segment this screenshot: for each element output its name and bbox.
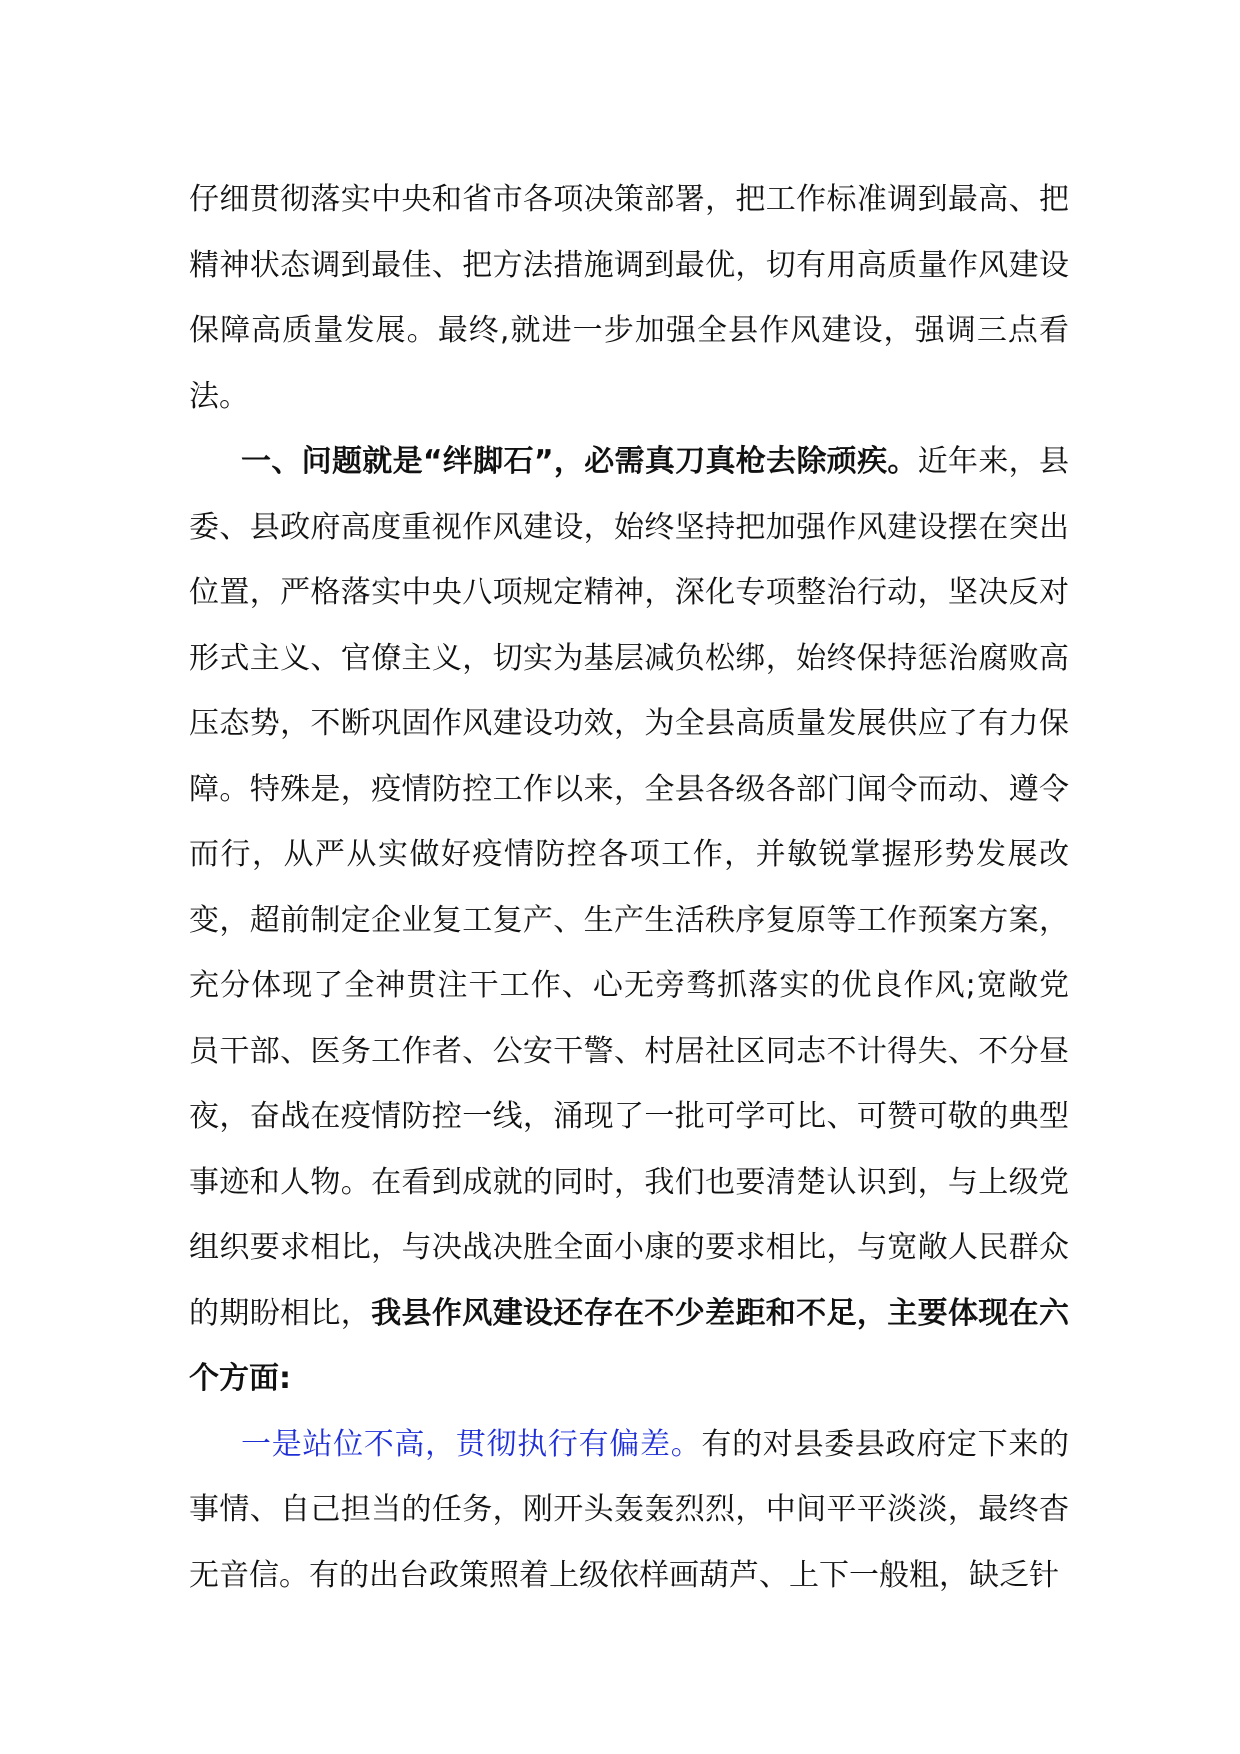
section-heading: 一、问题就是“绊脚石”，必需真刀真枪去除顽疾。 — [241, 444, 918, 479]
point-one-body: 有的对县委县政府定下来的事情、自己担当的任务，刚开头轰轰烈烈，中间平平淡淡，最终杳无音信。有的出台政策照着上级依样画葫芦、上下一般粗，缺乏针 — [189, 1426, 1070, 1593]
point-one-highlight: 一是站位不高，贯彻执行有偏差。 — [241, 1426, 702, 1462]
paragraph-point-one — [189, 1412, 1069, 1609]
section-emphasis: 我县作风建设还存在不少差距和不足，主要体现在六个方面: — [189, 1295, 1070, 1396]
paragraph-continuation: 仔细贯彻落实中央和省市各项决策部署，把工作标准调到最高、把精神状态调到最佳、把方法措施调到最优，切有用高质量作风建设保障高质量发展。最终,就进一步加强全县作风建设，强调三点看法。 — [189, 182, 1069, 414]
section-body: 近年来，县委、县政府高度重视作风建设，始终坚持把加强作风建设摆在突出位置，严格落实中央八项规定精神，深化专项整治行动，坚决反对形式主义、官僚主义，切实为基层减负松绑，始终保持惩治腐败高压态势，不断巩固作风建设功效，为全县高质量发展供应了有力保障。特殊是，疫情防控工作以来，全县各级各部门闻令而动、遵令而行，从严从实做好疫情防控各项工作，并敏锐掌握形势发展改变，超前制定企业复工复产、生产生活秩序复原等工作预案方案，充分体现了全神贯注干工作、心无旁骛抓落实的优良作风;宽敞党员干部、医务工作者、公安干警、村居社区同志不计得失、不分昼夜，奋战在疫情防控一线，涌现了一批可学可比、可赞可敬的典型事迹和人物。在看到成就的同时，我们也要清楚认识到，与上级党组织要求相比，与决战决胜全面小康的要求相比，与宽敞人民群众的期盼相比， — [189, 444, 1070, 1331]
document-body — [189, 167, 1069, 1608]
paragraph-problem-section — [189, 429, 1069, 1412]
